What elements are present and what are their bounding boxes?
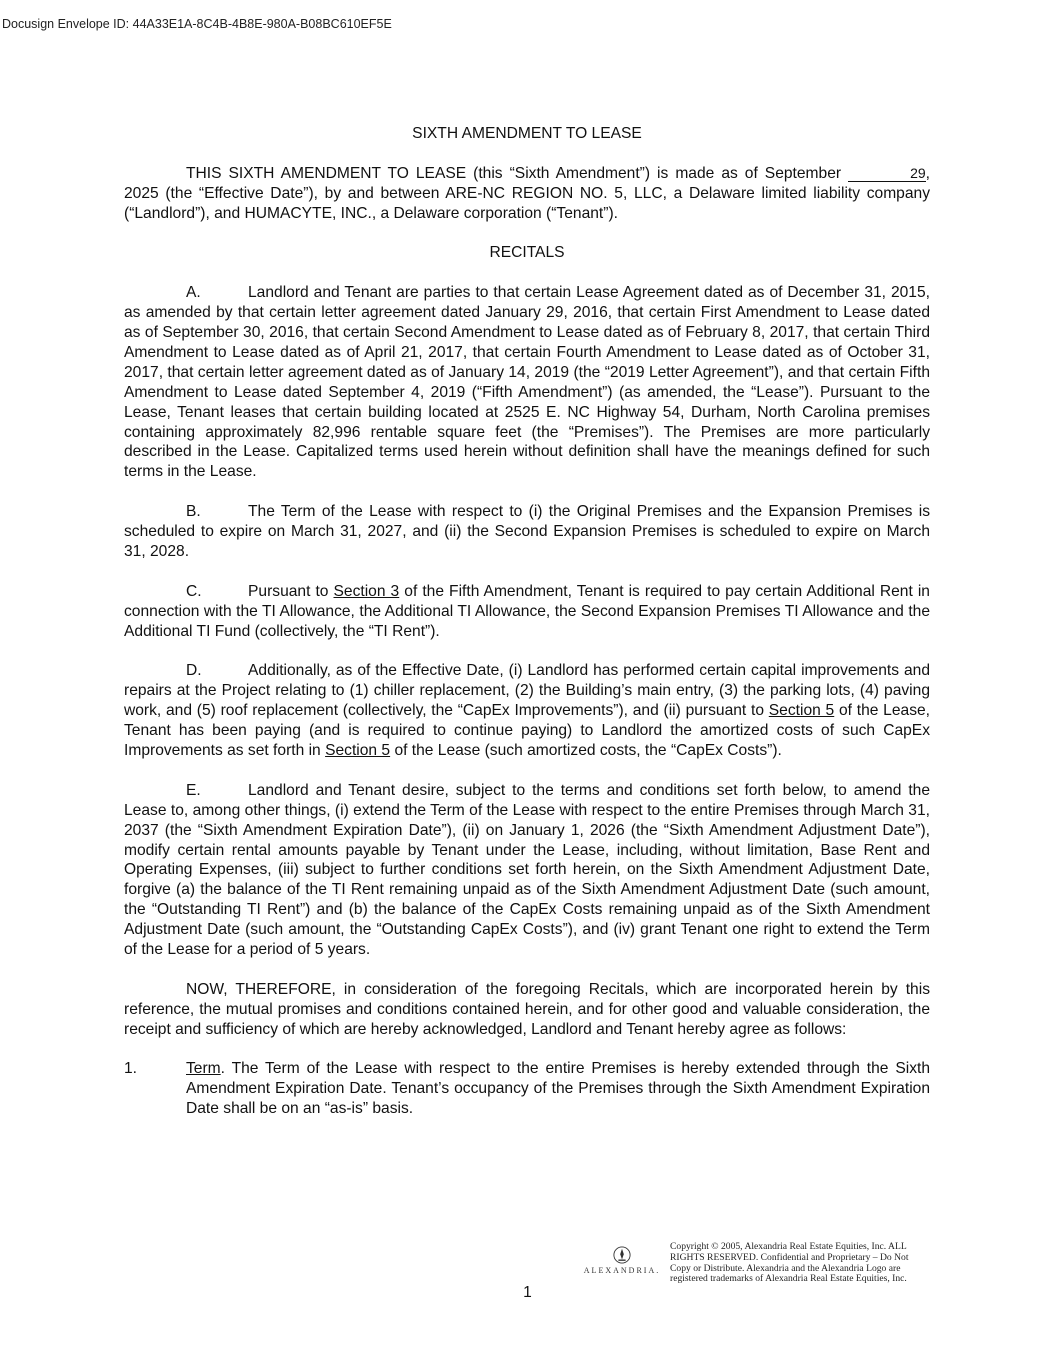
alexandria-logo-icon [613,1246,631,1264]
recital-letter: B. [186,503,201,521]
recital-a [124,283,930,482]
recital-letter: C. [186,582,202,600]
section-reference: Section 3 [333,582,400,600]
section-number: 1. [124,1060,138,1078]
document-body [124,124,930,1119]
section-heading: Term [186,1060,221,1078]
recital-text: Pursuant to [248,582,334,600]
alexandria-logo [582,1246,662,1282]
recitals-heading: RECITALS [489,244,565,262]
page-number: 1 [523,1284,532,1301]
copyright-notice: Copyright © 2005, Alexandria Real Estate Equities, Inc. ALL RIGHTS RESERVED. Confidential and Proprietary – Do Not Copy or Distribute. Alexandria and the Alexandria Logo are registered trademarks of Alexandria Real Estate Equities, Inc. [670,1241,909,1285]
recital-letter: E. [186,781,201,799]
intro-paragraph [124,164,930,224]
section-term [124,1059,930,1119]
logo-wordmark: ALEXANDRIA. [583,1266,661,1275]
section-reference: Section 5 [325,742,391,759]
intro-text-b: , 2025 (the “Effective Date”), by and between ARE-NC REGION NO. 5, LLC, a Delaware limited liability company (“Landlord”), and HUMACYTE, INC., a Delaware corporation (“Tenant”). [124,164,930,222]
recital-c [124,582,930,642]
recital-b [124,502,930,562]
recital-letter: D. [186,662,202,680]
recital-text: Additionally, as of the Effective Date, (i) Landlord has performed certain capital improvements and repairs at the Project relating to (1) chiller replacement, (2) the Building’s main entry, (3) the parking lots, (4) paving work, and (5) roof replacement (collectively, the “CapEx Improvements”), and (ii) pursuant to [124,662,930,720]
now-therefore-paragraph: NOW, THEREFORE, in consideration of the foregoing Recitals, which are incorporated herein by this reference, the mutual promises and conditions contained herein, and for other good and valuable consideration, the receipt and sufficiency of which are hereby acknowledged, Landlord and Tenant hereby agree as follows: [124,980,930,1038]
docusign-envelope-id: Docusign Envelope ID: 44A33E1A-8C4B-4B8E-980A-B08BC610EF5E [2,17,392,31]
recital-e [124,781,930,960]
effective-day-field: 29 [848,165,926,182]
recital-text: The Term of the Lease with respect to (i) the Original Premises and the Expansion Premises is scheduled to expire on March 31, 2027, and (ii) the Second Expansion Premises is scheduled to expire on March 31, 2028. [124,503,930,560]
section-reference: Section 5 [768,702,835,720]
recital-text: Landlord and Tenant are parties to that certain Lease Agreement dated as of December 31, 2015, as amended by that certain letter agreement dated January 29, 2016, that certain First Amendment to Lease dated as of September 30, 2016, that certain Second Amendment to Lease dated as of February 8, 2017, that certain Third Amendment to Lease dated as of April 21, 2017, that certain Fourth Amendment to Lease dated as of October 31, 2017, that certain letter agreement dated as of January 14, 2019 (the “2019 Letter Agreement”), and that certain Fifth Amendment to Lease dated September 4, 2019 (“Fifth Amendment”) (as amended, the “Lease”). Pursuant to the Lease, Tenant leases that certain building located at 2525 E. NC Highway 54, Durham, North Carolina premises containing approximately 82,996 rentable square feet (the “Premises”). The Premises are more particularly described in the Lease. Capitalized terms used herein without definition shall have the meanings defined for such terms in the Lease. [124,284,930,481]
recital-text: Landlord and Tenant desire, subject to the terms and conditions set forth below, to amend the Lease to, among other things, (i) extend the Term of the Lease with respect to the entire Premises through March 31, 2037 (the “Sixth Amendment Expiration Date”), (ii) on January 1, 2026 (the “Sixth Amendment Adjustment Date”), modify certain rental amounts payable by Tenant under the Lease, including, without limitation, Base Rent and Operating Expenses, (iii) subject to further conditions set forth herein, on the Sixth Amendment Adjustment Date, forgive (a) the balance of the TI Rent remaining unpaid as of the Sixth Amendment Adjustment Date (such amount, the “Outstanding TI Rent”) and (b) the balance of the CapEx Costs remaining unpaid as of the Sixth Amendment Adjustment Date (such amount, the “Outstanding CapEx Costs”), and (iv) grant Tenant one right to extend the Term of the Lease for a period of 5 years. [124,781,930,959]
document-title: SIXTH AMENDMENT TO LEASE [412,125,642,142]
recital-text: of the Lease (such amortized costs, the “CapEx Costs”). [390,742,782,759]
recital-text: of the Lease, Tenant has been paying (and is required to continue paying) to Landlord the amortized costs of such CapEx Improvements as set forth in [124,702,930,759]
intro-text-a: THIS SIXTH AMENDMENT TO LEASE (this “Sixth Amendment”) is made as of September [186,164,849,182]
recital-text: of the Fifth Amendment, Tenant is required to pay certain Additional Rent in connection with the TI Allowance, the Additional TI Allowance, the Second Expansion Premises TI Allowance and the Additional TI Fund (collectively, the “TI Rent”). [124,582,930,640]
recital-d [124,661,930,761]
recital-letter: A. [186,284,201,302]
section-text: . The Term of the Lease with respect to the entire Premises is hereby extended through the Sixth Amendment Expiration Date. Tenant’s occupancy of the Premises through the Sixth Amendment Expiration Date shall be on an “as-is” basis. [186,1060,930,1118]
